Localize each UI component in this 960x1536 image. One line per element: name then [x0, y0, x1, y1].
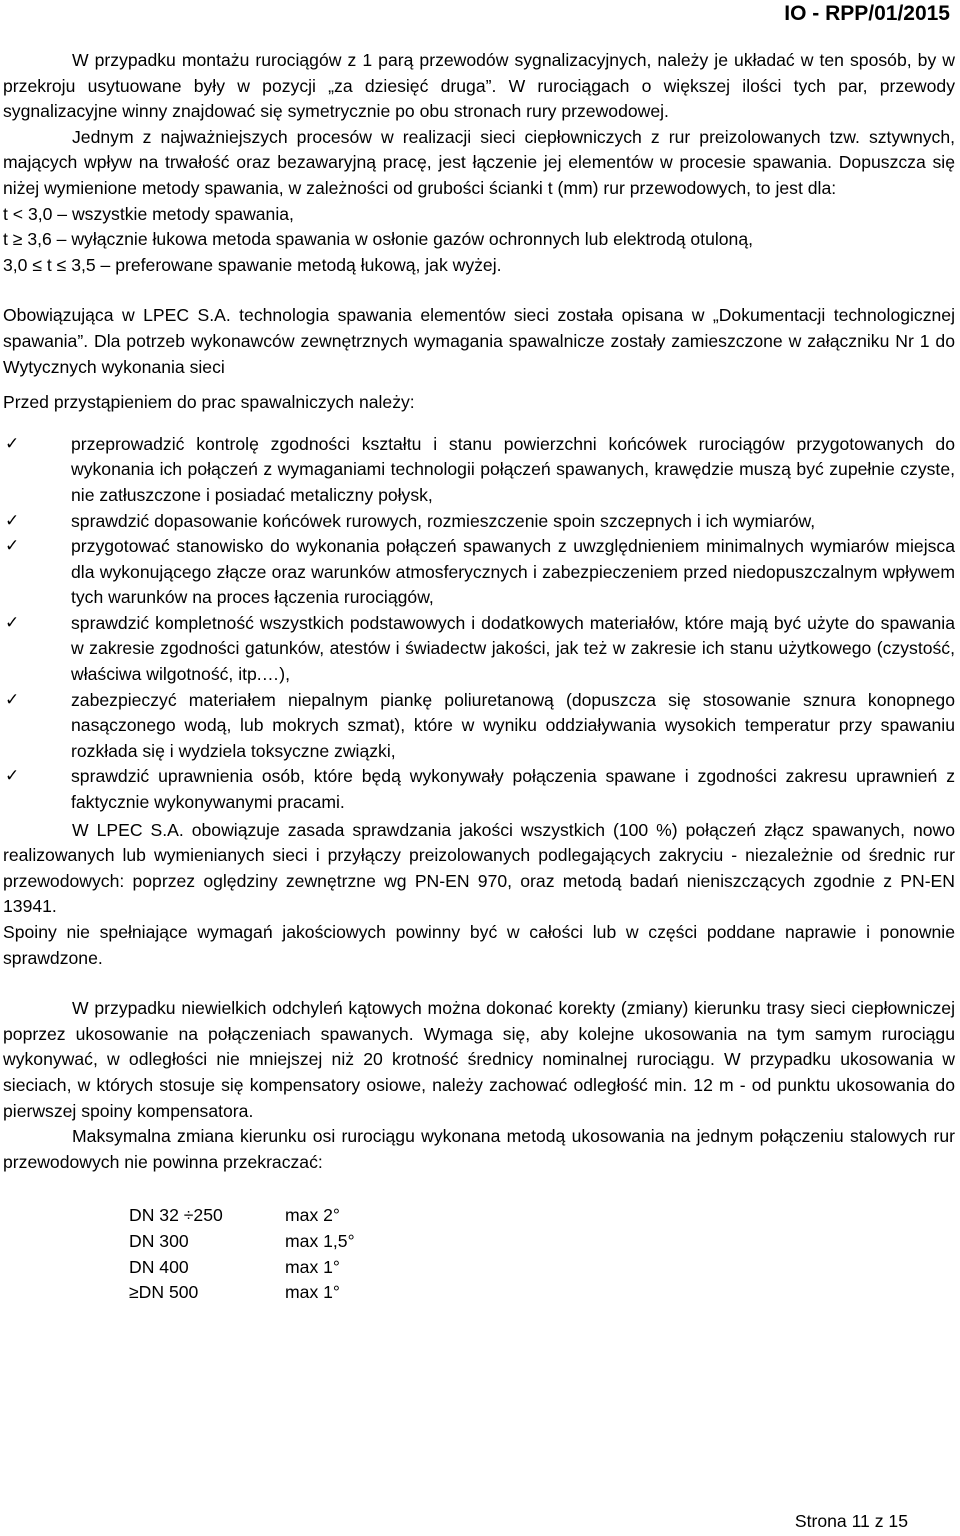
- paragraph-technology: Obowiązująca w LPEC S.A. technologia spawania elementów sieci została opisana w „Dokumentacji technologicznej spawania”. Dla potrzeb wykonawców zewnętrznych wymagania spawalnicze zostały zamieszczone w załączniku Nr 1 do Wytycznych wykonania sieci: [3, 305, 955, 377]
- checkmark-icon: ✓: [5, 612, 20, 633]
- checkmark-icon: ✓: [5, 689, 20, 710]
- dn-angle-table: [129, 1203, 355, 1305]
- paragraph-quality-control: W LPEC S.A. obowiązuje zasada sprawdzania jakości wszystkich (100 %) połączeń złącz spawanych, nowo realizowanych lub wymienianych sieci i przyłączy preizolowanych podlegających zakryciu - niezależnie od średnic rur przewodowych: poprzez oględziny zewnętrzne wg PN-EN 970, oraz metodą badań nieniszczących zgodnie z PN-EN 13941.: [3, 819, 955, 917]
- paragraph-angular-deviation: W przypadku niewielkich odchyleń kątowych można dokonać korekty (zmiany) kierunku trasy sieci ciepłowniczej poprzez ukosowanie na połączeniach spawanych. Wymaga się, aby kolejne ukosowania na tym samym rurociągu wykonywać, w odległości nie mniejszej niż 20 krotność średnicy nominalnej rurociągu. W przypadku ukosowania w sieciach, w których stosuje się kompensatory osiowe, należy zachować odległość min. 12 m - od punktu ukosowania do pierwszej spoiny kompensatora.: [3, 998, 955, 1121]
- dn-size-cell: ≥DN 500: [129, 1282, 199, 1303]
- paragraph-welding-intro: Jednym z najważniejszych procesów w realizacji sieci ciepłowniczych z rur preizolowanych tzw. sztywnych, mających wpływ na trwałość oraz bezawaryjną pracę, jest łączenie jej elementów w procesie spawania. Dopuszcza się niżej wymienione metody spawania, w zależności od grubości ścianki t (mm) rur przewodowych, to jest dla:: [3, 126, 955, 198]
- thickness-line-3: 3,0 ≤ t ≤ 3,5 – preferowane spawanie metodą łukową, jak wyżej.: [3, 254, 502, 275]
- checkmark-icon: ✓: [5, 510, 20, 531]
- checklist: [3, 432, 955, 816]
- document-id: IO - RPP/01/2015: [784, 2, 950, 25]
- dn-max-cell: max 1°: [285, 1256, 340, 1277]
- list-item: ✓ sprawdzić kompletność wszystkich podstawowych i dodatkowych materiałów, które mają być użyte do spawania w zakresie zgodności gatunków, atestów i świadectw jakości, jak też w zakresie ich stanu użytkowego (czystość, właściwa wilgotność, itp.…),: [5, 612, 955, 685]
- dn-size-cell: DN 300: [129, 1230, 189, 1251]
- checkmark-icon: ✓: [5, 433, 20, 454]
- paragraph-signal-wires: W przypadku montażu rurociągów z 1 parą przewodów sygnalizacyjnych, należy je układać w ten sposób, by w przekroju usytuowane były w pozycji „za dziesięć druga”. W rurociągach o większej ilości tych par, przewody sygnalizacyjne winny znajdować się symetrycznie po obu stronach rury przewodowej.: [3, 50, 955, 122]
- table-row: [129, 1280, 355, 1306]
- list-item: ✓ zabezpieczyć materiałem niepalnym piankę poliuretanową (dopuszcza się stosowanie sznura konopnego nasączonego wodą, lub mokrych szmat), które w wyniku oddziaływania wysokich temperatur przy spawaniu rozkłada się i wydziela toksyczne związki,: [5, 689, 955, 761]
- table-row: [129, 1229, 355, 1255]
- list-intro: Przed przystąpieniem do prac spawalniczych należy:: [3, 392, 415, 413]
- thickness-line-2: t ≥ 3,6 – wyłącznie łukowa metoda spawania w osłonie gazów ochronnych lub elektrodą otuloną,: [3, 229, 754, 250]
- dn-size-cell: DN 400: [129, 1256, 189, 1277]
- list-item: ✓ przygotować stanowisko do wykonania połączeń spawanych z uwzględnieniem minimalnych wymiarów miejsca dla wykonującego złącze oraz warunków atmosferycznych i zabezpieczeniem przed niedopuszczalnym wpływem tych warunków na proces łączenia rurociągów,: [5, 536, 955, 608]
- list-item: ✓ sprawdzić dopasowanie końcówek rurowych, rozmieszczenie spoin szczepnych i ich wymiarów,: [3, 509, 955, 535]
- list-item: ✓ sprawdzić uprawnienia osób, które będą wykonywały połączenia spawane i zgodności zakresu uprawnień z faktycznie wykonywanymi pracami.: [5, 766, 955, 813]
- page-number: Strona 11 z 15: [794, 1511, 908, 1531]
- list-item: ✓ przeprowadzić kontrolę zgodności kształtu i stanu powierzchni końcówek rurociągów przygotowanych do wykonania ich połączeń z wymaganiami technologii połączeń spawanych, krawędzie muszą być zupełnie czyste, nie zatłuszczone i posiadać metaliczny połysk,: [5, 433, 955, 505]
- thickness-line-1: t < 3,0 – wszystkie metody spawania,: [3, 203, 294, 224]
- checkmark-icon: ✓: [5, 536, 20, 557]
- dn-size-cell: DN 32 ÷250: [129, 1205, 223, 1226]
- dn-max-cell: max 1,5°: [285, 1230, 355, 1251]
- table-row: [129, 1203, 355, 1229]
- paragraph-max-change: Maksymalna zmiana kierunku osi rurociągu wykonana metodą ukosowania na jednym połączeniu stalowych rur przewodowych nie powinna przekraczać:: [3, 1126, 955, 1172]
- dn-max-cell: max 1°: [285, 1282, 340, 1303]
- checkmark-icon: ✓: [5, 766, 20, 787]
- paragraph-defects: Spoiny nie spełniające wymagań jakościowych powinny być w całości lub w części poddane naprawie i ponownie sprawdzone.: [3, 922, 955, 968]
- dn-max-cell: max 2°: [285, 1205, 340, 1226]
- table-row: [129, 1255, 355, 1281]
- document-body: [3, 48, 955, 1306]
